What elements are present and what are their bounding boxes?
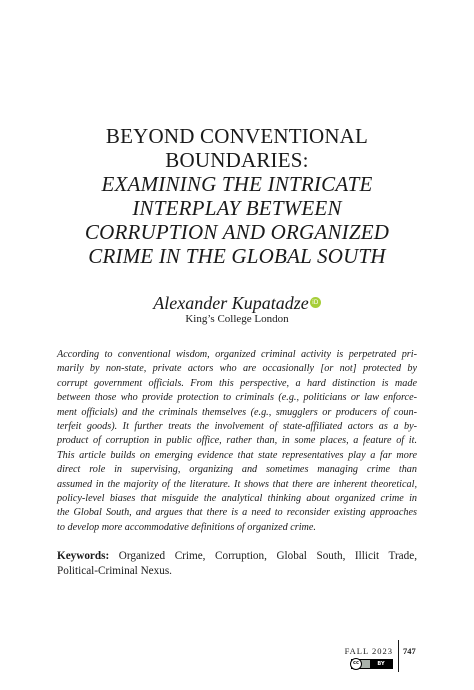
abstract-line: terfeit goods). It further treats the involvement of state-affiliated actors as a by- <box>57 421 417 433</box>
author-affiliation: King’s College London <box>185 313 289 325</box>
keywords-label: Keywords: <box>57 550 110 562</box>
article-title <box>40 124 434 268</box>
subtitle-line-2: INTERPLAY BETWEEN <box>132 196 342 220</box>
cc-logo-icon: cc <box>350 658 362 670</box>
orcid-icon[interactable]: iD <box>310 297 321 308</box>
subtitle-line-3: CORRUPTION AND ORGANIZED <box>84 220 390 244</box>
cc-by-label: BY <box>370 660 392 668</box>
abstract <box>57 348 417 535</box>
abstract-line: ment officials) and the criminals themselves (e.g., smugglers or producers of coun- <box>57 406 417 418</box>
author-line <box>100 293 374 313</box>
footer-divider <box>398 640 399 672</box>
keywords <box>57 549 417 579</box>
cc-by-license-icon[interactable] <box>351 659 393 669</box>
keywords-line-2: Political-Criminal Nexus. <box>57 565 172 577</box>
abstract-line: corrupt government officials. From this perspective, a hard distinction is made <box>57 377 417 389</box>
subtitle-line-4: CRIME IN THE GLOBAL SOUTH <box>88 244 386 268</box>
title-line-2: BOUNDARIES: <box>165 148 309 172</box>
title-line-1: BEYOND CONVENTIONAL <box>105 124 369 148</box>
abstract-line: product of corruption in public office, rather than, in some places, a feature of it. <box>57 435 417 447</box>
abstract-line: This article builds on emerging evidence that state representatives play a far more <box>57 449 417 461</box>
subtitle-line-1: EXAMINING THE INTRICATE <box>101 172 373 196</box>
author-block <box>100 293 374 326</box>
abstract-line: direct role in supervising, organizing and sometimes managing crime than <box>57 464 417 476</box>
abstract-line: the Global South, and argues that there is a need to reconsider existing approaches <box>57 507 417 519</box>
abstract-line: assumed in the majority of the literature. It shows that there are inherent theoretical, <box>57 478 417 490</box>
abstract-line: between those who provide protection to criminals (e.g., politicians or law enforce- <box>57 392 417 404</box>
abstract-line: According to conventional wisdom, organized criminal activity is perpetrated pri- <box>57 349 417 360</box>
page-number: 747 <box>403 646 416 656</box>
keywords-list: Organized Crime, Corruption, Global South, Illicit Trade, <box>118 550 418 562</box>
abstract-line: marily by non-state, private actors who are occasionally [or not] protected by <box>57 363 417 375</box>
keywords-line-1 <box>57 549 417 564</box>
author-name: Alexander Kupatadze <box>153 293 309 313</box>
abstract-line: to develop more accommodative definitions of organized crime. <box>57 521 316 533</box>
journal-issue: FALL 2023 <box>344 646 393 656</box>
abstract-line: policy-level biases that misguide the analytical thinking about organized crime in <box>57 493 417 505</box>
